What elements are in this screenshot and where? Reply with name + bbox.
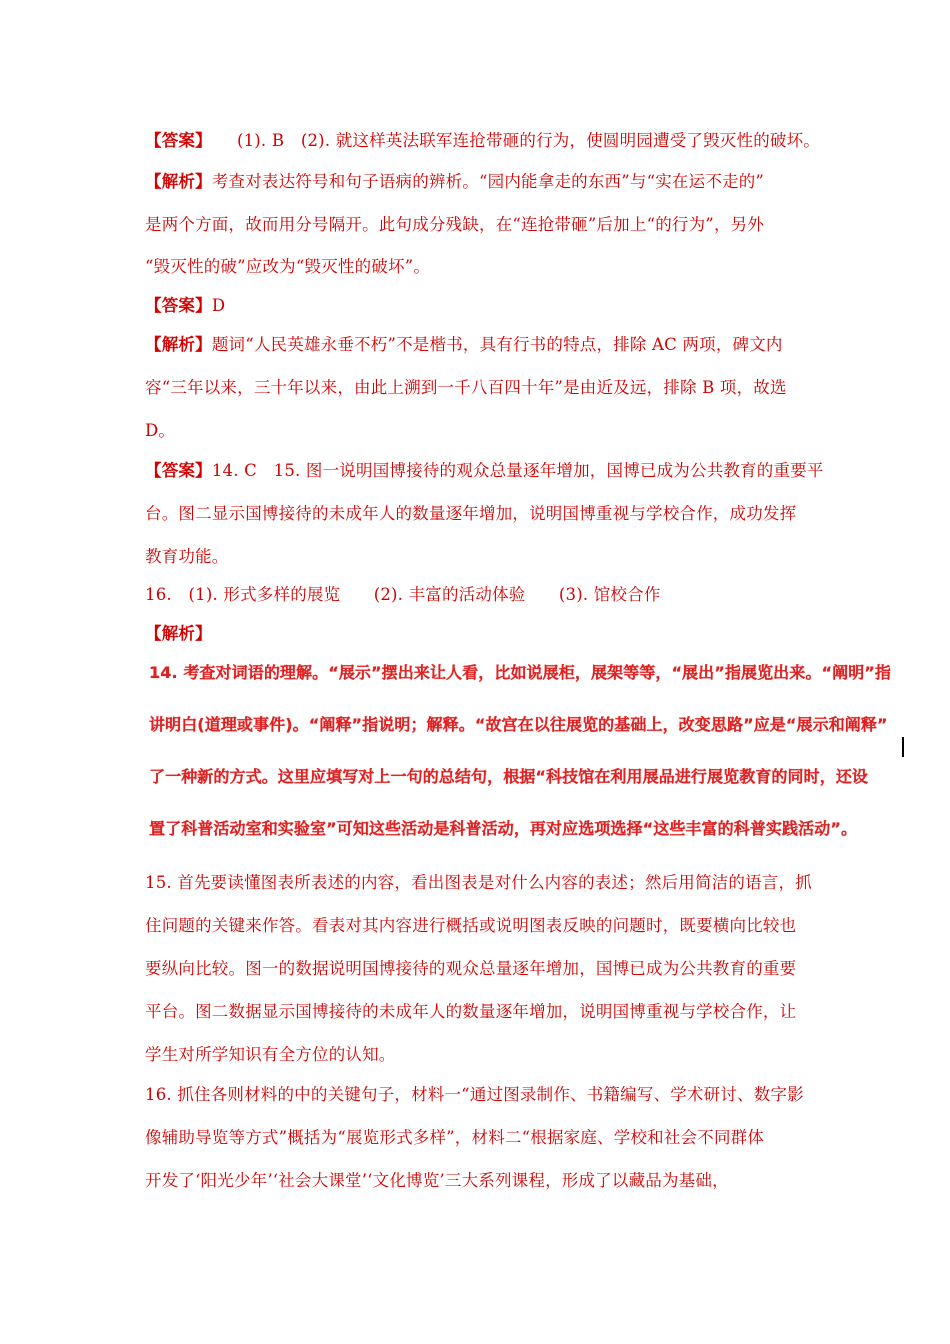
line-text: 教育功能。 — [145, 547, 229, 566]
line-text: 14. C 15. 图一说明国博接待的观众总量逐年增加，国博已成为公共教育的重要平 — [211, 461, 824, 480]
line-text: 台。图二显示国博接待的未成年人的数量逐年增加，说明国博重视与学校合作，成功发挥 — [145, 504, 797, 523]
analysis-16-line-1: 16. 抓住各则材料的中的关键句子，材料一“通过图录制作、书籍编写、学术研讨、数字影 — [145, 1085, 804, 1104]
analysis-label: 【解析】 — [145, 172, 212, 191]
analysis-15-line-2: 住问题的关键来作答。看表对其内容进行概括或说明图表反映的问题时，既要横向比较也 — [145, 916, 797, 935]
answer-line-1 — [145, 129, 820, 153]
line-text: D — [211, 296, 226, 315]
image-text-line: 讲明白(道理或事件)。“阐释”指说明；解释。“故宫在以往展览的基础上，改变思路”应是“展示和阐释” — [149, 715, 888, 734]
analysis-15-line-4: 平台。图二数据显示国博接待的未成年人的数量逐年增加，说明国博重视与学校合作，让 — [145, 1002, 797, 1021]
analysis-line-5 — [145, 376, 787, 400]
answer-label: 【答案】 — [145, 131, 204, 150]
analysis-label: 【解析】 — [145, 624, 212, 643]
answer-label: 【答案】 — [145, 296, 212, 315]
text-cursor-mark — [902, 737, 904, 757]
analysis-15-line-1: 15. 首先要读懂图表所表述的内容，看出图表是对什么内容的表述；然后用简洁的语言，抓 — [145, 873, 812, 892]
embedded-analysis-image — [145, 652, 905, 852]
analysis-15-line-5: 学生对所学知识有全方位的认知。 — [145, 1045, 396, 1064]
analysis-16-line-3: 开发了‘阳光少年’‘社会大课堂’‘文化博览’三大系列课程，形成了以藏品为基础， — [145, 1171, 729, 1190]
line-text: 是两个方面，故而用分号隔开。此句成分残缺，在“连抢带砸”后加上“的行为”，另外 — [145, 215, 765, 234]
analysis-line-1 — [145, 170, 764, 194]
analysis-line-3 — [145, 255, 430, 279]
line-text: (1). B (2). 就这样英法联军连抢带砸的行为，使圆明园遭受了毁灭性的破坏。 — [203, 131, 821, 150]
answer-label: 【答案】 — [145, 461, 212, 480]
line-text: 题词“人民英雄永垂不朽”不是楷书，具有行书的特点，排除 AC 两项，碑文内 — [211, 335, 783, 354]
line-text: 考查对表达符号和句子语病的辨析。“园内能拿走的东西”与“实在运不走的” — [211, 172, 765, 191]
analysis-line-2 — [145, 213, 764, 237]
image-text-line: 置了科普活动室和实验室”可知这些活动是科普活动，再对应选项选择“这些丰富的科普实践活动”。 — [149, 819, 858, 838]
answer-line-4 — [145, 502, 796, 526]
line-text: 16. (1). 形式多样的展览 (2). 丰富的活动体验 (3). 馆校合作 — [145, 585, 661, 604]
analysis-line-7 — [145, 622, 212, 646]
line-text: “毁灭性的破”应改为“毁灭性的破坏”。 — [145, 257, 431, 276]
analysis-15-line-3: 要纵向比较。图一的数据说明国博接待的观众总量逐年增加，国博已成为公共教育的重要 — [145, 959, 797, 978]
analysis-line-4 — [145, 333, 783, 357]
analysis-line-6 — [145, 419, 175, 443]
analysis-16-line-2: 像辅助导览等方式”概括为“展览形式多样”，材料二“根据家庭、学校和社会不同群体 — [145, 1128, 765, 1147]
analysis-label: 【解析】 — [145, 335, 212, 354]
answer-line-3 — [145, 459, 824, 483]
answer-line-5 — [145, 545, 229, 569]
answer-line-6 — [145, 583, 661, 607]
image-text-line: 14. 考查对词语的理解。“展示”摆出来让人看，比如说展柜，展架等等，“展出”指展览出来。“阐明”指 — [149, 663, 892, 682]
line-text: D。 — [145, 421, 176, 440]
answer-line-2 — [145, 294, 225, 318]
line-text: 容“三年以来，三十年以来，由此上溯到一千八百四十年”是由近及远，排除 B 项，故选 — [145, 378, 787, 397]
image-text-line: 了一种新的方式。这里应填写对上一句的总结句，根据“科技馆在利用展品进行展览教育的同时，还设 — [149, 767, 869, 786]
